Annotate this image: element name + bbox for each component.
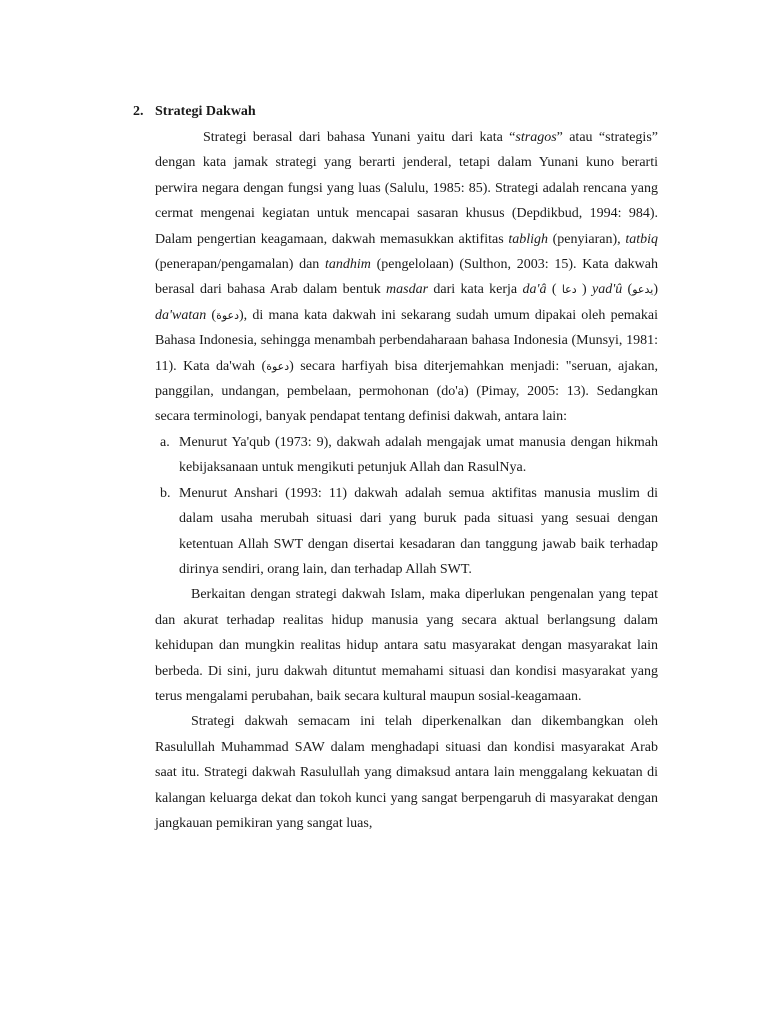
text-run: ), di mana kata dakwah ini sekarang sudah umum dipakai oleh pemakai Bahasa Indonesia, sehingga menambah perbendaharaan bahasa Indonesia (Munsyi, 1981: 11). Kata da'wah (: [155, 307, 658, 374]
list-marker: a.: [160, 434, 170, 450]
text-run: (: [206, 307, 217, 323]
paragraph-rasulullah: Strategi dakwah semacam ini telah diperkenalkan dan dikembangkan oleh Rasulullah Muhammad SAW dalam menghadapi situasi dan kondisi masyarakat Arab saat itu. Strategi dakwah Rasulullah yang dimaksud antara lain menggalang kekuatan di kalangan keluarga dekat dan tokoh kunci yang sangat berpengaruh di masyarakat dengan jangkauan pemikiran yang sangat luas,: [155, 714, 658, 831]
italic-term-daa: da'â: [522, 282, 547, 298]
text-run: (penerapan/pengamalan) dan: [155, 257, 326, 273]
paragraph-definition: [155, 125, 658, 430]
text-run: (: [622, 282, 633, 298]
text-run: ” atau “strategis” dengan kata jamak strategi yang berarti jenderal, tetapi dalam Yunani kuno berarti perwira negara dengan fungsi yang luas (Salulu, 1985: 85). Strategi adalah rencana yang cermat mengenai kegiatan untuk mencapai sasaran khusus (Depdikbud, 1994: 984). Dalam pengertian keagamaan, dakwah memasukkan aktifitas: [155, 130, 658, 247]
section-title: Strategi Dakwah: [155, 104, 256, 119]
italic-term-tandhim: tandhim: [325, 257, 371, 273]
text-run: ): [653, 282, 658, 298]
list-item-text: Menurut Ya'qub (1973: 9), dakwah adalah mengajak umat manusia dengan hikmah kebijaksanaan untuk mengikuti petunjuk Allah dan RasulNya.: [179, 434, 658, 476]
italic-term-stragos: stragos: [515, 130, 557, 145]
text-run: (pengelolaan) (Sulthon, 2003: 15). Kata dakwah berasal dari bahasa Arab dalam bentuk: [155, 257, 658, 298]
section-heading: [133, 101, 256, 123]
arabic-word: يدعو: [632, 283, 654, 297]
text-run: Strategi berasal dari bahasa Yunani yaitu dari kata “: [203, 130, 516, 145]
italic-term-yadu: yad'û: [592, 282, 623, 298]
list-item: [155, 430, 658, 481]
text-run: ): [576, 282, 592, 298]
definition-list: [155, 430, 658, 582]
italic-term-masdar: masdar: [386, 282, 429, 298]
text-run: (: [546, 282, 562, 298]
text-run: dari kata kerja: [428, 282, 523, 298]
arabic-word: دعا: [561, 283, 577, 297]
italic-term-tatbiq: tatbiq: [625, 231, 658, 247]
text-run: ) secara harfiyah bisa diterjemahkan menjadi: "seruan, ajakan, panggilan, undangan, pembelaan, permohonan (do'a) (Pimay, 2005: 13). Sedangkan secara terminologi, banyak pendapat tentang definisi dakwah, antara lain:: [155, 358, 659, 425]
arabic-word: دعوة: [216, 308, 240, 322]
italic-term-tabligh: tabligh: [508, 231, 548, 247]
italic-term-dawatan: da'watan: [155, 307, 207, 323]
section-number: 2.: [133, 104, 144, 119]
list-item-text: Menurut Anshari (1993: 11) dakwah adalah semua aktifitas manusia muslim di dalam usaha merubah situasi dari yang buruk pada situasi yang sesuai dengan ketentuan Allah SWT dengan disertai kesadaran dan tanggung jawab baik terhadap dirinya sendiri, orang lain, dan terhadap Allah SWT.: [179, 485, 658, 577]
arabic-word: دعوة: [266, 359, 290, 373]
list-marker: b.: [160, 485, 171, 501]
list-item: [155, 481, 658, 583]
text-run: (penyiaran),: [547, 231, 626, 247]
section-body: [155, 125, 658, 836]
paragraph-context: Berkaitan dengan strategi dakwah Islam, maka diperlukan pengenalan yang tepat dan akurat terhadap realitas hidup manusia yang secara aktual berlangsung dalam kehidupan dan mungkin realitas hidup antara satu masyarakat dengan masyarakat lain berbeda. Di sini, juru dakwah dituntut memahami situasi dan kondisi masyarakat yang terus mengalami perubahan, baik secara kultural maupun sosial-keagamaan.: [155, 587, 658, 704]
